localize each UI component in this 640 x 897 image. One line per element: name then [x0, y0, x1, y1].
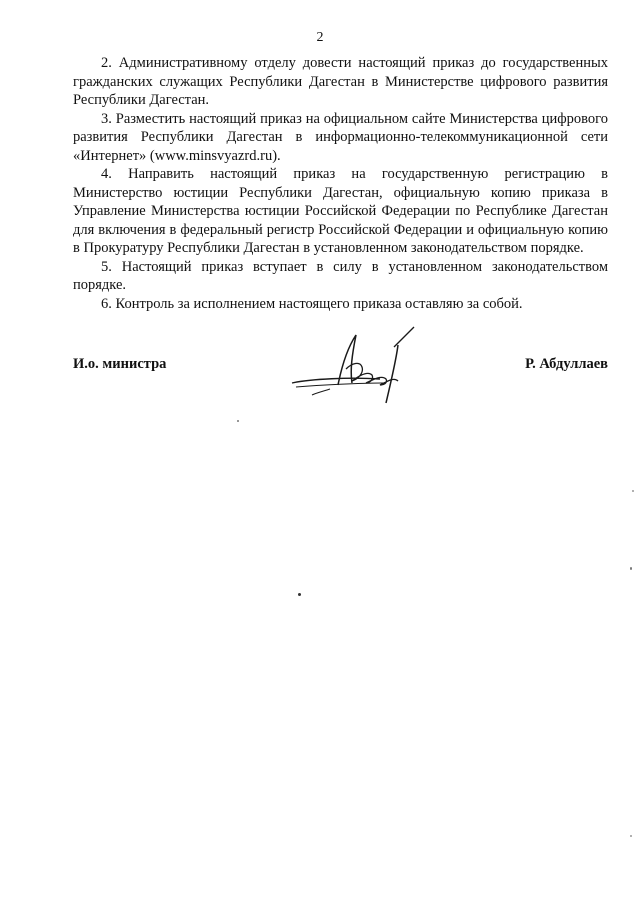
paragraph-item-5: 5. Настоящий приказ вступает в силу в установленном законодательством порядке.	[73, 258, 608, 293]
signatory-name: Р. Абдуллаев	[525, 356, 608, 372]
scan-speck	[237, 420, 239, 422]
document-body	[73, 54, 608, 313]
paragraph-item-3: 3. Разместить настоящий приказ на официальном сайте Министерства цифрового развития Республики Дагестан в информационно-телекоммуникационной сети «Интернет» (www.minsvyazrd.ru).	[73, 110, 608, 164]
scan-speck	[298, 593, 301, 596]
page-number: 2	[316, 30, 324, 45]
paragraph-item-4: 4. Направить настоящий приказ на государственную регистрацию в Министерство юстиции Республики Дагестан, официальную копию приказа в Управление Министерства юстиции Российской Федерации по Республике Дагестан для включения в федеральный регистр Российской Федерации и официальную копию в Прокуратуру Республики Дагестан в установленном законодательством порядке.	[73, 166, 608, 256]
handwritten-signature	[290, 325, 420, 410]
paragraph-item-2: 2. Административному отделу довести настоящий приказ до государственных гражданских служащих Республики Дагестан в Министерстве цифрового развития Республики Дагестан.	[73, 55, 608, 108]
scan-speck	[630, 835, 632, 837]
scan-speck	[632, 490, 634, 492]
scan-speck	[630, 567, 632, 570]
paragraph-item-6: 6. Контроль за исполнением настоящего приказа оставляю за собой.	[101, 295, 523, 312]
signatory-position: И.о. министра	[73, 356, 167, 372]
